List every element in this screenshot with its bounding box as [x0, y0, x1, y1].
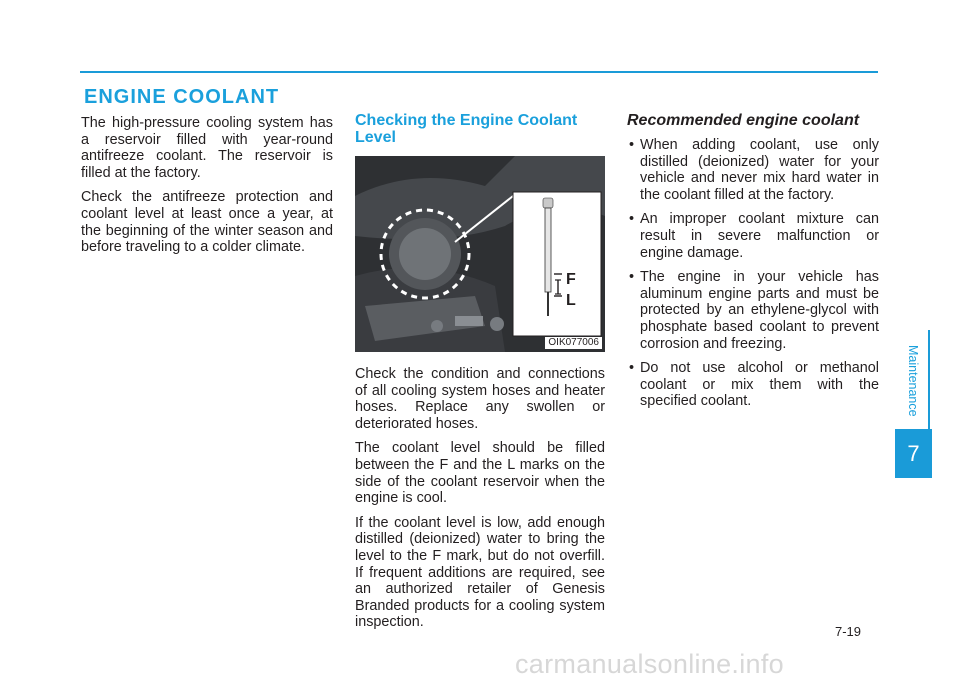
figure-code: OIK077006	[545, 337, 602, 349]
chapter-label: Maintenance	[906, 345, 920, 417]
list-item: • Do not use alcohol or methanol coolant or mix them with the specified coolant.	[627, 360, 879, 410]
checking-heading: Checking the Engine Coolant Level	[355, 112, 578, 146]
side-rule	[928, 330, 930, 429]
checking-column	[355, 112, 605, 639]
intro-paragraph-2: Check the antifreeze protection and coolant level at least once a year, at the beginning of the winter season and before traveling to a colder climate.	[81, 189, 333, 256]
checking-paragraph-2: The coolant level should be filled between the F and the L marks on the side of the coolant reservoir when the engine is cool.	[355, 440, 605, 507]
engine-bay-illustration	[355, 156, 605, 352]
list-item: • An improper coolant mixture can result in severe malfunction or engine damage.	[627, 211, 879, 261]
checking-paragraph-1: Check the condition and connections of all cooling system hoses and heater hoses. Replace any swollen or deteriorated hoses.	[355, 366, 605, 432]
checking-paragraph-3: If the coolant level is low, add enough distilled (deionized) water to bring the level to the F mark, but do not overfill. If frequent additions are required, see an authorized retailer of Genesis Branded products for a cooling system inspection.	[355, 514, 605, 631]
recommended-heading: Recommended engine coolant	[627, 112, 860, 129]
low-mark-label: L	[566, 292, 576, 309]
intro-column	[81, 115, 333, 264]
intro-paragraph-1: The high-pressure cooling system has a reservoir filled with year-round antifreeze coolant. The reservoir is filled at the factory.	[81, 115, 333, 181]
list-item: • The engine in your vehicle has aluminum engine parts and must be protected by an ethylene-glycol with phosphate based coolant to prevent corrosion and freezing.	[627, 269, 879, 352]
watermark: carmanualsonline.info	[515, 649, 784, 679]
header-rule	[80, 71, 878, 73]
recommended-column	[627, 112, 879, 418]
list-item: • When adding coolant, use only distilled (deionized) water for your vehicle and never mix hard water in the coolant filled at the factory.	[627, 137, 879, 203]
section-title: ENGINE COOLANT	[84, 86, 280, 108]
page-number: 7-19	[835, 624, 862, 639]
recommended-list	[627, 137, 879, 410]
coolant-reservoir-figure	[355, 156, 605, 352]
full-mark-label: F	[566, 271, 576, 288]
chapter-tab[interactable]: 7	[895, 429, 932, 478]
